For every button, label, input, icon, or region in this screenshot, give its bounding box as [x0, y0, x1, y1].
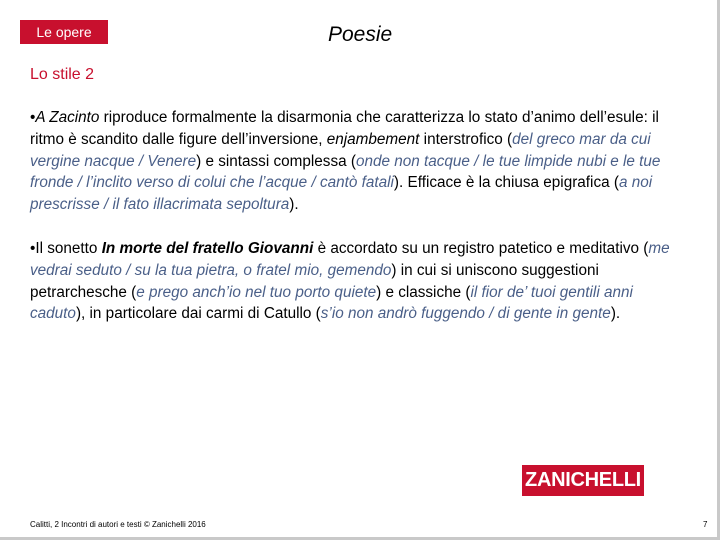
- text-run: ) e classiche (: [376, 283, 471, 301]
- paragraph-zacinto: [30, 107, 690, 216]
- footer-credit: Calitti, 2 Incontri di autori e testi © Zanichelli 2016: [30, 520, 206, 529]
- text-run: ).: [289, 196, 299, 214]
- text-run: è accordato su un registro patetico e meditativo (: [313, 239, 649, 257]
- slide-subtitle: Lo stile 2: [30, 66, 95, 83]
- text-run: ) in cui si uniscono suggestioni petrarchesche (: [30, 261, 599, 301]
- quotation: il fior de’ tuoi gentili anni caduto: [30, 283, 633, 323]
- slide-body: [30, 107, 690, 325]
- work-title: In morte del fratello Giovanni: [101, 239, 314, 257]
- quotation: del greco mar da cui vergine nacque / Venere: [30, 130, 651, 170]
- text-run: Il sonetto: [35, 239, 102, 257]
- quotation: e prego anch’io nel tuo porto quiete: [136, 283, 377, 301]
- quotation: me vedrai seduto / su la tua pietra, o fratel mio, gemendo: [30, 239, 670, 279]
- text-run: ), in particolare dai carmi di Catullo (: [75, 305, 321, 323]
- bullet: •: [30, 109, 36, 126]
- text-run: interstrofico (: [419, 130, 513, 148]
- term: enjambement: [326, 130, 420, 148]
- work-title: A Zacinto: [35, 109, 100, 126]
- text-run: ). Efficace è la chiusa epigrafica (: [393, 174, 619, 192]
- text-run: ).: [610, 305, 621, 323]
- slide-title: Poesie: [328, 23, 393, 46]
- page-number: 7: [703, 520, 708, 529]
- section-tag: Le opere: [20, 20, 108, 44]
- text-run: riproduce formalmente la disarmonia che caratterizza lo stato d’animo dell’esule: il ritmo è scandito dalle figure dell’inversione,: [30, 109, 659, 148]
- text-run: ) e sintassi complessa (: [196, 152, 356, 170]
- quotation: onde non tacque / le tue limpide nubi e le tue fronde / l’inclito verso di colui che l’acque / cantò fatali: [30, 152, 661, 192]
- zanichelli-logo: ZANICHELLI: [522, 465, 644, 496]
- quotation: s’io non andrò fuggendo / di gente in gente: [320, 305, 611, 323]
- bullet: •: [30, 239, 36, 257]
- paragraph-sonetto: [30, 238, 690, 325]
- quotation: a noi prescrisse / il fato illacrimata sepoltura: [30, 174, 653, 214]
